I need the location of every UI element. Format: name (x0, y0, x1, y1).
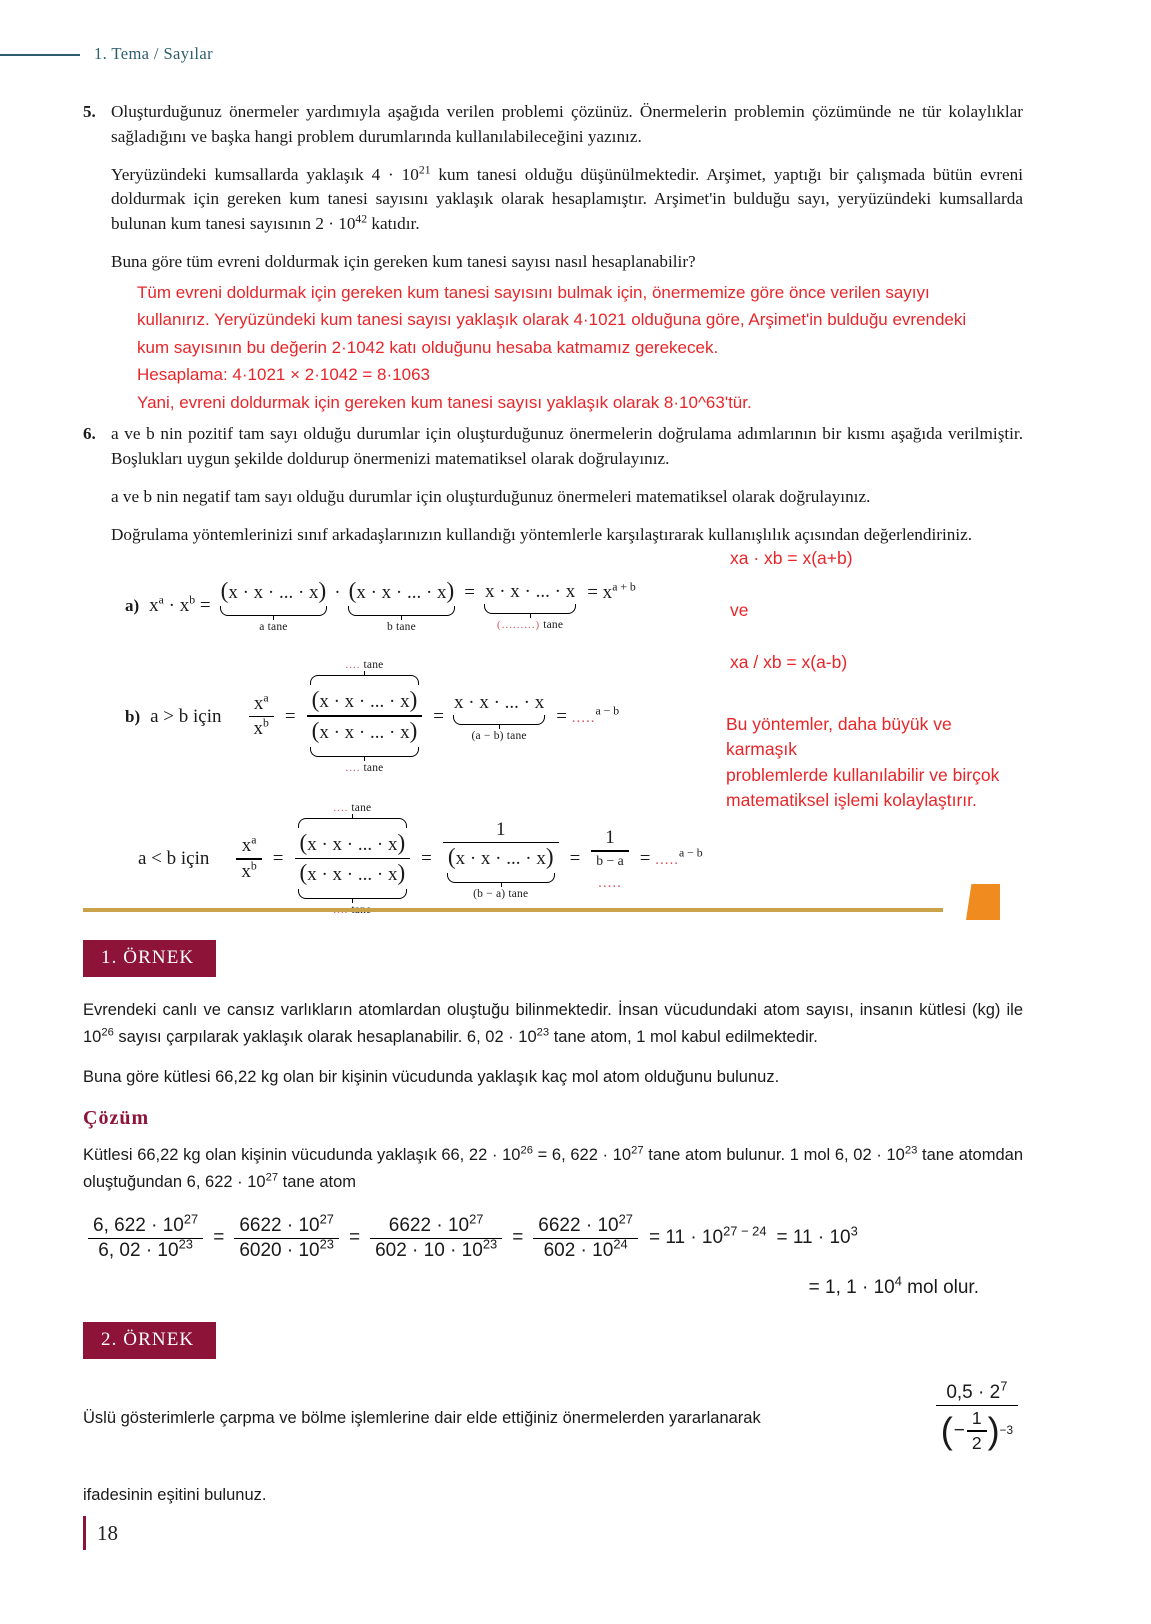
underbrace-b-den-dots: .... (345, 761, 361, 774)
expr-paren-open: ( (940, 1410, 953, 1452)
frac-xa-xb: $\frac{x^a}{x^b}$ (249, 692, 274, 741)
example-1-solution-text (83, 1142, 1023, 1195)
underbrace-b (348, 606, 456, 616)
answer-line-1: Tüm evreni doldurmak için gereken kum tanesi sayısını bulmak için, önermemize göre önce verilen sayıyı (137, 282, 930, 302)
side-note-4 (726, 712, 1026, 814)
side-note-4-line-1: Bu yöntemler, daha büyük ve karmaşık (726, 714, 952, 760)
f2-den-exp: 23 (319, 1236, 334, 1252)
f4-den: 602 · 10 (543, 1239, 614, 1261)
underbrace-a (220, 606, 328, 616)
f2-num: 6622 · 10 (239, 1214, 320, 1236)
f1-den-exp: 23 (178, 1236, 193, 1252)
formula-b: b) a > b için $\frac{x^a}{x^b}$ = .... tane (x · x · ... · x) (x · x · ... · x) .... tane = x · x · ... · x (a − b) tane = .....$^{a - b}$ (125, 659, 620, 774)
dot-separator-a: · (334, 582, 341, 604)
expr-sign: − (953, 1420, 965, 1442)
r1-text: = 11 · 10 (648, 1227, 724, 1249)
sol-part1: Kütlesi 66,22 kg olan kişinin vücudunda yaklaşık 66, 22 · 10 (83, 1146, 521, 1165)
frac-b-den-text: x · x · ... · x (319, 721, 410, 743)
frac-xa-xb-2: $\frac{x^a}{x^b}$ (236, 834, 261, 883)
final-tail: mol olur. (901, 1276, 979, 1298)
overbrace-c-word: tane (351, 801, 372, 814)
formula-b-blank: ..... (571, 709, 596, 726)
formula-c-blank: ..... (655, 851, 679, 868)
overbrace-b-label (345, 659, 383, 671)
example-2-badge: 2. ÖRNEK (83, 1322, 216, 1359)
underbrace-ba (447, 873, 555, 883)
ex1-intro-exp2: 23 (536, 1026, 550, 1039)
frac-b-num-text: x · x · ... · x (319, 691, 410, 713)
underbrace-ab (453, 715, 545, 725)
question-5 (83, 100, 1023, 418)
result-a-exp: a + b (612, 580, 636, 594)
question-6-number: 6. (83, 424, 96, 444)
underbrace-sum-label (497, 619, 563, 631)
formula-b-label: b) (125, 706, 141, 726)
example-1-intro (83, 997, 1023, 1050)
f4-den-exp: 24 (613, 1236, 628, 1252)
underbrace-a-label: a tane (259, 621, 288, 634)
sol-part3: tane atom bulunur. 1 mol 6, 02 · 10 (643, 1146, 905, 1165)
ex1-intro-part2: sayısı çarpılarak yaklaşık olarak hesaplanabilir. 6, 02 · 10 (113, 1027, 537, 1046)
example-2-section (83, 1322, 1023, 1505)
answer-line-5: Yani, evreni doldurmak için gereken kum tanesi sayısı yaklaşık olarak 8·10^63'tür. (137, 392, 752, 412)
frac-b-den-exp: b (263, 716, 269, 730)
overbrace-c (298, 818, 406, 828)
example-2-row (83, 1378, 1023, 1456)
story-part3: katıdır. (367, 214, 420, 234)
group-sum-tane (485, 581, 575, 631)
sol-exp3: 23 (904, 1144, 918, 1157)
frac-c-den-text: x · x · ... · x (307, 864, 398, 886)
formula-b-condition: a > b için (150, 705, 222, 727)
question-5-story (111, 163, 1023, 237)
page-number-block (83, 1516, 118, 1550)
overbrace-c-label (333, 802, 371, 814)
r2-exp: 3 (850, 1223, 858, 1239)
overbrace-b-dots: .... (345, 659, 361, 672)
underbrace-b-label: b tane (386, 621, 416, 634)
question-6-prompt-1: a ve b nin pozitif tam sayı olduğu durumlar için oluşturduğunuz önermelerin doğrulama adımlarının bir kısmı aşağıda verilmiştir. Boşlukları uygun şekilde doldurup önermenizi matematiksel olarak doğrulayınız. (111, 424, 1023, 469)
expr-inner-num: 1 (971, 1408, 982, 1429)
sol-exp4: 27 (265, 1171, 279, 1184)
underbrace-sum (484, 604, 576, 614)
f1-num-exp: 27 (183, 1211, 199, 1227)
f4-num-exp: 27 (618, 1211, 633, 1227)
group-a-tane: (x · x · ... · x) a tane (220, 578, 327, 634)
expr-paren-close: ) (987, 1410, 1000, 1452)
underbrace-b-den-label (345, 762, 383, 774)
exp-b: b (189, 593, 196, 607)
question-5-prompt: Oluşturduğunuz önermeler yardımıyla aşağıda verilen problemi çözünüz. Önermelerin problemin çözümünde ne tür kolaylıklar sağladığını ve başka hangi problem durumlarında kullanılabileceğini yazınız. (111, 102, 1023, 146)
exp-a: a (158, 593, 164, 607)
formula-a-lhs: $x^a \cdot x^b$ = (149, 593, 211, 616)
answer-line-3: kum sayısının bu değerin 2·1042 katı olduğunu hesaba katmamız gerekecek. (137, 337, 719, 357)
example-1-badge: 1. ÖRNEK (83, 940, 216, 977)
frac-one-over-blank (591, 826, 628, 891)
group-ab-text: x · x · ... · x (454, 691, 545, 713)
ex1-intro-exp1: 26 (101, 1026, 114, 1039)
formula-a: a) $x^a \cdot x^b$ = (x · x · ... · x) a tane · (x · x · ... · x) b tane = x · x · ... · x (.........) tane = $x^{a + b}$ (125, 578, 636, 634)
f3-num-exp: 27 (469, 1211, 484, 1227)
overbrace-b-word: tane (363, 659, 384, 672)
r2-text: = 11 · 10 (776, 1227, 851, 1249)
group-a-text: x · x · ... · x (228, 582, 319, 604)
question-6-prompt-3: Doğrulama yöntemlerinizi sınıf arkadaşlarınızın kullandığı yöntemlerle karşılaştırarak kullanışlılık açısından değerlendiriniz. (111, 524, 973, 544)
story-part2: kum tanesi olduğu düşünülmektedir. Arşimet, yaptığı bir çalışmada bütün evreni doldurmak için gereken kum tanesi sayısını yaklaşık olarak hesaplamıştır. Arşimet'in bulduğu sayı, yeryüzündeki kumsallarda bulunan kum tanesi sayısının 2 · 10 (111, 164, 1023, 234)
underbrace-sum-word: tane (543, 618, 564, 631)
question-6 (83, 422, 1023, 560)
frac-blank-dots-wrap (598, 875, 622, 892)
side-note-4-line-2: problemlerde kullanılabilir ve birçok (726, 764, 1000, 785)
r1-exp: 27 − 24 (723, 1223, 767, 1239)
overbrace-c-dots: .... (333, 801, 349, 814)
side-note-2: ve (730, 600, 749, 620)
chain-frac-2 (234, 1211, 339, 1263)
frac-c-num-exp: a (251, 833, 257, 847)
overbrace-b (310, 675, 418, 685)
formula-b-result-exp: a − b (595, 704, 620, 718)
frac-blank-den: b − a (596, 852, 624, 868)
section-divider-rule (83, 908, 943, 912)
example-2-tail: ifadesinin eşitini bulunuz. (83, 1485, 267, 1504)
chain-frac-4 (533, 1211, 638, 1263)
chain-final-result (83, 1273, 1023, 1299)
underbrace-c-den (298, 889, 406, 899)
example-2-expression: $0,5 \cdot 2^7$ ( − $\frac{1}{2}$ ) −3 (936, 1381, 1018, 1456)
running-head-label: 1. Tema / Sayılar (94, 44, 213, 63)
fraction-chain: $\frac{6, 622 \cdot 10^{27}}{6, 02 \cdot 10^{23}}$ = $\frac{6622 \cdot 10^{27}}{6020 \cdot 10^{23}}$ = $\frac{6622 \cdot 10^{27}}{602 \cdot 10 \cdot 10^{23}}$ = $\frac{6622 \cdot 10^{27}}{602 \cdot 10^{24}}$ = $11 \cdot 10^{27 - 24}$ = $11 \cdot 10^3$ (83, 1214, 1023, 1263)
f4-num: 6622 · 10 (538, 1214, 619, 1236)
story-exp2: 42 (355, 212, 368, 226)
side-note-4-line-3: matematiksel işlemi kolaylaştırır. (726, 790, 977, 811)
side-note-1: xa · xb = x(a+b) (730, 548, 853, 568)
f3-den: 602 · 10 · 10 (375, 1239, 483, 1261)
orange-flag-marker (966, 884, 1000, 920)
ex1-intro-part1: Evrendeki canlı ve cansız varlıkların atomlardan oluştuğu bilinmektedir. İnsan vücudundaki atom sayısı, insanın kütlesi (kg) ile 10 (83, 1001, 1023, 1046)
formula-c-result-exp: a − b (678, 846, 703, 860)
sol-part4: tane atomdan oluştuğundan 6, 622 · 10 (83, 1146, 1023, 1191)
question-5-number: 5. (83, 102, 96, 121)
formula-c-condition: a < b için (138, 847, 210, 869)
page-number: 18 (97, 1520, 118, 1545)
chain-result-2 (776, 1223, 858, 1249)
formula-a-label: a) (125, 595, 140, 615)
group-ab-tane (454, 692, 544, 742)
sol-part5: tane atom (278, 1172, 357, 1191)
f1-den: 6, 02 · 10 (98, 1239, 179, 1261)
frac-one-over-group: 1 (x · x · ... · x) (b − a) tane (443, 818, 559, 900)
frac-b-num-exp: a (263, 691, 269, 705)
group-sum-text: x · x · ... · x (484, 580, 576, 602)
chain-frac-1 (88, 1211, 203, 1263)
chain-frac-3 (370, 1211, 502, 1263)
ex1-intro-part3: tane atom, 1 mol kabul edilmektedir. (549, 1027, 818, 1046)
f1-num: 6, 622 · 10 (93, 1214, 184, 1236)
underbrace-b-den-word: tane (363, 761, 384, 774)
example-2-intro: Üslü gösterimlerle çarpma ve bölme işlemlerine dair elde ettiğiniz önermelerden yararlanarak (83, 1409, 761, 1428)
page-number-rule (83, 1516, 86, 1550)
student-answer-5 (137, 279, 1023, 417)
f3-den-exp: 23 (482, 1236, 498, 1252)
f2-den: 6020 · 10 (239, 1239, 320, 1261)
underbrace-b-den (310, 747, 418, 757)
final-exp: 4 (894, 1273, 902, 1289)
story-part1: Yeryüzündeki kumsallarda yaklaşık 4 · 10 (111, 164, 419, 184)
sol-part2: = 6, 622 · 10 (532, 1146, 632, 1165)
story-exp1: 21 (418, 162, 431, 176)
frac-blank-num: 1 (605, 827, 615, 849)
formula-c: a < b için $\frac{x^a}{x^b}$ = .... tane (x · x · ... · x) (x · x · ... · x) = 1 (x · x · ... · x) (b − a) tane = 1 b − a ..... = .....$^{a - b}$ (138, 802, 1023, 916)
underbrace-ab-label: (a − b) tane (471, 729, 527, 742)
answer-line-4: Hesaplama: 4·1021 × 2·1042 = 8·1063 (137, 365, 430, 385)
running-head (0, 44, 1151, 64)
frac-c-num-text: x · x · ... · x (307, 833, 398, 855)
example-1-question: Buna göre kütlesi 66,22 kg olan bir kişinin vücudunda yaklaşık kaç mol atom olduğunu bulunuz. (83, 1068, 780, 1087)
frac-blank-dots: ..... (598, 874, 622, 891)
formula-b-result: = .....$^{a - b}$ (556, 704, 620, 727)
final-text: = 1, 1 · 10 (808, 1276, 895, 1298)
frac-one-num: 1 (495, 818, 506, 840)
frac-groups-c: .... tane (x · x · ... · x) (x · x · ... · x) (295, 802, 411, 916)
f2-num-exp: 27 (319, 1211, 334, 1227)
f3-num: 6622 · 10 (388, 1214, 470, 1236)
example-1-section (83, 940, 1023, 1299)
frac-groups-b: .... tane (x · x · ... · x) (x · x · ... · x) .... tane (307, 659, 423, 773)
answer-line-2: kullanırız. Yeryüzündeki kum tanesi sayısı yaklaşık olarak 4·1021 olduğuna göre, Arşimet'in bulduğu evrendeki (137, 310, 967, 330)
formula-c-result: = .....$^{a - b}$ (639, 846, 703, 869)
formula-a-result: = $x^{a + b}$ (587, 580, 636, 604)
question-6-prompt-2: a ve b nin negatif tam sayı olduğu durumlar için oluşturduğunuz önermeleri matematiksel olarak doğrulayınız. (111, 486, 871, 506)
group-b-tane: (x · x · ... · x) b tane (348, 578, 455, 634)
expr-num-exp: 7 (1000, 1378, 1008, 1394)
side-note-3: xa / xb = x(a-b) (730, 652, 848, 672)
question-5-subprompt: Buna göre tüm evreni doldurmak için gereken kum tanesi sayısı nasıl hesaplanabilir? (111, 251, 696, 271)
expr-inner-den: 2 (971, 1432, 982, 1453)
solution-label: Çözüm (83, 1107, 150, 1130)
frac-one-den-text: x · x · ... · x (455, 848, 546, 870)
group-b-text: x · x · ... · x (356, 582, 447, 604)
frac-c-den-exp: b (250, 859, 257, 873)
running-head-rule (0, 54, 80, 56)
sol-exp2: 27 (631, 1144, 644, 1157)
underbrace-sum-blank: (.........) (497, 618, 541, 631)
underbrace-ba-label: (b − a) tane (473, 888, 529, 901)
sol-exp1: 26 (520, 1144, 533, 1157)
chain-result-1 (648, 1223, 767, 1249)
expr-num: 0,5 · 2 (946, 1382, 1001, 1403)
